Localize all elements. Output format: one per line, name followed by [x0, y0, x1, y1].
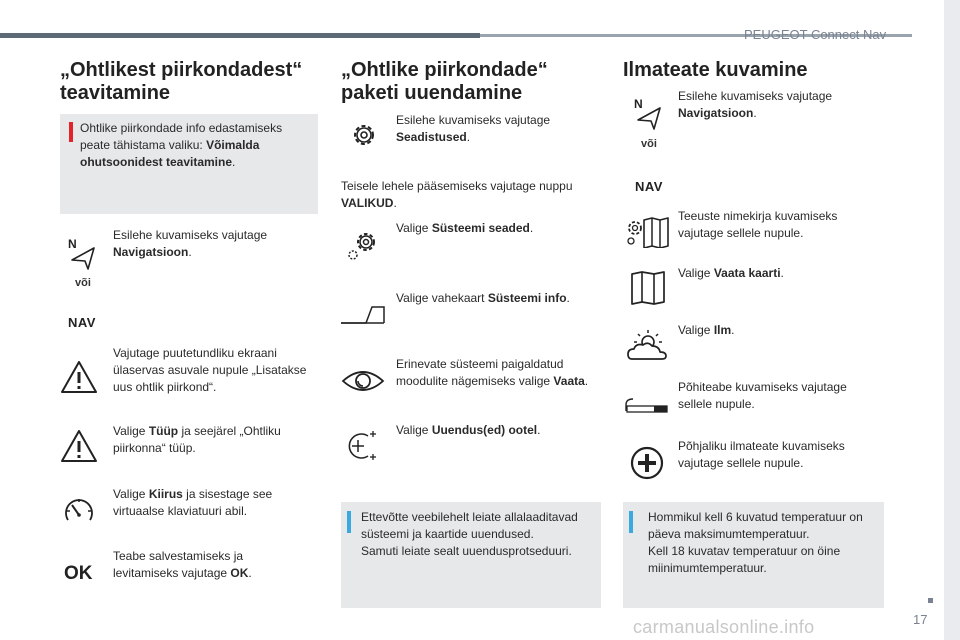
col2-settings-text: Esilehe kuvamiseks vajutage Seadistused. [396, 113, 551, 144]
col3-weather-text: Valige Ilm. [678, 323, 735, 337]
col2-info-box [341, 502, 601, 608]
col2-options-text: Teisele lehele pääsemiseks vajutage nuppu VALIKUD. [341, 179, 573, 210]
col1-warning-box [60, 114, 318, 214]
basic-weather-icon [624, 396, 668, 414]
page-number: 17 [913, 612, 928, 627]
col1-speed-text: Valige Kiirus ja sisestage see virtuaalse klaviatuuri abil. [113, 487, 273, 518]
col3-map-text: Valige Vaata kaarti. [678, 266, 784, 280]
col2-sys-text: Valige Süsteemi seaded. [396, 221, 534, 235]
navigation-arrow-icon [630, 96, 666, 132]
plus-circle-icon [630, 446, 664, 480]
col2-info-text: Valige vahekaart Süsteemi info. [396, 291, 570, 305]
info-bar [629, 511, 633, 533]
gear-icon [349, 120, 379, 150]
tab-icon [340, 303, 386, 325]
col3-list-text: Teeuste nimekirja kuvamiseks vajutage sellele nupule. [678, 209, 838, 240]
warning-type-icon [60, 429, 98, 463]
col3-note-text: Hommikul kell 6 kuvatud temperatuur on päeva maksimumtemperatuur. Kell 18 kuvatav temperatuur on öine miinimumtemperatuur. [648, 510, 863, 575]
col1-type-text: Valige Tüüp ja seejärel „Ohtliku piirkonna“ tüüp. [113, 424, 281, 455]
ok-label: OK [64, 563, 93, 584]
navigation-arrow-icon [64, 236, 100, 272]
system-settings-icon [346, 228, 382, 262]
map-icon [630, 270, 666, 306]
col1-or: või [75, 277, 91, 289]
col2-title: „Ohtlike piirkondade“ paketi uuendamine [341, 59, 548, 104]
weather-icon [626, 328, 670, 362]
road-list-icon [626, 216, 670, 248]
col2-view-text: Erinevate süsteemi paigaldatud moodulite nägemiseks valige Vaata. [396, 357, 589, 388]
watermark: carmanualsonline.info [633, 617, 815, 637]
svg-text:N: N [634, 97, 643, 111]
col3-nav-label: NAV [635, 179, 663, 194]
col2-update-text: Valige Uuendus(ed) ootel. [396, 423, 541, 437]
warning-triangle-icon [60, 360, 98, 394]
warning-bar [69, 122, 73, 142]
col1-nav-label: NAV [68, 315, 96, 330]
col1-title: „Ohtlikest piirkondadest“ teavitamine [60, 59, 303, 104]
svg-text:N: N [68, 237, 77, 251]
col1-save-text: Teabe salvestamiseks ja levitamiseks vajutage OK. [113, 549, 252, 580]
col2-note-text: Ettevõtte veebilehelt leiate allalaaditavad süsteemi ja kaartide uuendused. Samuti leiate sealt uuendusprotseduuri. [361, 510, 578, 558]
page-dot [928, 598, 933, 603]
col3-detail-text: Põhjaliku ilmateate kuvamiseks vajutage sellele nupule. [678, 439, 845, 470]
col1-nav-text: Esilehe kuvamiseks vajutage Navigatsioon. [113, 228, 268, 259]
col1-warning-text: Ohtlike piirkondade info edastamiseks peate tähistama valiku: Võimalda ohutsoonidest teavitamine. [80, 121, 283, 169]
col3-info-box [623, 502, 884, 608]
header-title: PEUGEOT Connect Nav [744, 27, 887, 42]
col3-title: Ilmateate kuvamine [623, 59, 808, 81]
col3-nav-text: Esilehe kuvamiseks vajutage Navigatsioon. [678, 89, 833, 120]
pending-updates-icon [342, 426, 380, 464]
page-side-strip [944, 0, 960, 640]
col1-add-text: Vajutage puutetundliku ekraani ülaservas asuvale nupule „Lisatakse uus ohtlik piirkond“. [113, 346, 307, 394]
col3-or: või [641, 138, 657, 150]
eye-icon [341, 366, 385, 396]
col3-basic-text: Põhiteabe kuvamiseks vajutage sellele nupule. [678, 380, 847, 411]
info-bar [347, 511, 351, 533]
header-bar [0, 33, 480, 38]
speedometer-icon [62, 494, 96, 528]
